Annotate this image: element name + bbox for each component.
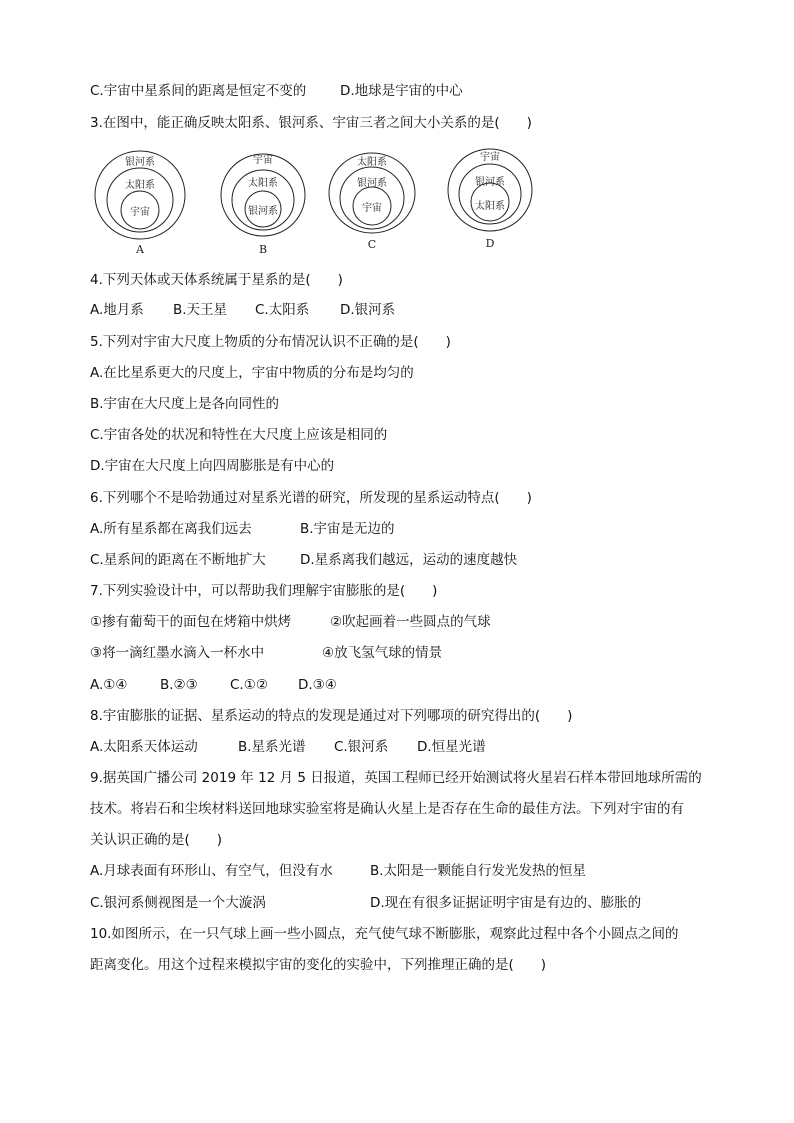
q7-statement-2: ②吹起画着一些圆点的气球	[330, 614, 491, 630]
q7-option-b: B.②③	[160, 677, 198, 693]
q2-option-d: D.地球是宇宙的中心	[340, 83, 463, 99]
figure-c-middle-ring	[340, 167, 404, 229]
figure-c-middle-label: 银河系	[357, 178, 387, 189]
q4-option-b: B.天王星	[173, 302, 228, 318]
q8-option-a: A.太阳系天体运动	[90, 739, 198, 755]
figure-a-middle-ring	[107, 168, 173, 232]
q7-statement-3: ③将一滴红墨水滴入一杯水中	[90, 645, 265, 661]
q5-option-d: D.宇宙在大尺度上向四周膨胀是有中心的	[90, 458, 335, 474]
q8-option-c: C.银河系	[334, 739, 389, 755]
q9-option-c: C.银河系侧视图是一个大漩涡	[90, 895, 266, 911]
figure-b-outer-label: 宇宙	[253, 155, 273, 166]
figure-a-outer-label: 银河系	[125, 157, 155, 168]
q5-option-b: B.宇宙在大尺度上是各向同性的	[90, 396, 280, 412]
figure-d-middle-ring	[459, 164, 521, 224]
figure-b-label: B	[258, 243, 268, 256]
q6-option-a: A.所有星系都在离我们远去	[90, 521, 252, 537]
figure-c-outer-label: 太阳系	[357, 157, 387, 168]
q7-option-d: D.③④	[298, 677, 337, 693]
q4-option-c: C.太阳系	[255, 302, 310, 318]
q7-stem: 7.下列实验设计中，可以帮助我们理解宇宙膨胀的是( )	[90, 583, 438, 599]
q10-stem-line-1: 10.如图所示，在一只气球上画一些小圆点，充气使气球不断膨胀，观察此过程中各个小圆点之间的	[90, 926, 679, 942]
figure-c-inner-label: 宇宙	[362, 203, 382, 214]
q2-option-c: C.宇宙中星系间的距离是恒定不变的	[90, 83, 307, 99]
q9-option-d: D.现在有很多证据证明宇宙是有边的、膨胀的	[370, 895, 642, 911]
figure-a-inner-label: 宇宙	[130, 207, 150, 218]
figure-d-label: D	[485, 237, 495, 250]
q9-option-b: B.太阳是一颗能自行发光发热的恒星	[370, 863, 587, 879]
q7-option-a: A.①④	[90, 677, 128, 693]
q8-option-d: D.恒星光谱	[417, 739, 486, 755]
figure-b-inner-label: 银河系	[248, 206, 278, 217]
q5-stem: 5.下列对宇宙大尺度上物质的分布情况认识不正确的是( )	[90, 334, 451, 350]
q9-stem-line-3: 关认识正确的是( )	[90, 832, 223, 848]
figure-c-label: C	[367, 238, 377, 251]
q10-stem-line-2: 距离变化。用这个过程来模拟宇宙的变化的实验中，下列推理正确的是( )	[90, 957, 547, 973]
figure-d-inner-label: 太阳系	[475, 201, 505, 212]
q9-stem-line-1: 9.据英国广播公司 2019 年 12 月 5 日报道，英国工程师已经开始测试将火星岩石样本带回地球所需的	[90, 770, 702, 786]
q5-option-a: A.在比星系更大的尺度上，宇宙中物质的分布是均匀的	[90, 365, 414, 381]
figure-b-outer-ring	[221, 154, 305, 236]
figure-a-middle-label: 太阳系	[125, 180, 155, 191]
q9-stem-line-2: 技术。将岩石和尘埃材料送回地球实验室将是确认火星上是否存在生命的最佳方法。下列对宇宙的有	[90, 801, 684, 817]
figure-d-outer-label: 宇宙	[480, 152, 500, 163]
q7-option-c: C.①②	[230, 677, 268, 693]
q5-option-c: C.宇宙各处的状况和特性在大尺度上应该是相同的	[90, 427, 388, 443]
q6-stem: 6.下列哪个不是哈勃通过对星系光谱的研究，所发现的星系运动特点( )	[90, 490, 532, 506]
figure-d-middle-label: 银河系	[475, 177, 505, 188]
q7-statement-4: ④放飞氢气球的情景	[322, 645, 443, 661]
figure-b-middle-label: 太阳系	[248, 178, 278, 189]
q8-option-b: B.星系光谱	[238, 739, 306, 755]
q3-figure	[0, 140, 794, 270]
q6-option-b: B.宇宙是无边的	[300, 521, 395, 537]
figure-a-label: A	[136, 243, 144, 256]
q6-option-d: D.星系离我们越远，运动的速度越快	[300, 552, 518, 568]
q6-option-c: C.星系间的距离在不断地扩大	[90, 552, 266, 568]
q8-stem: 8.宇宙膨胀的证据、星系运动的特点的发现是通过对下列哪项的研究得出的( )	[90, 708, 573, 724]
q3-stem: 3.在图中，能正确反映太阳系、银河系、宇宙三者之间大小关系的是( )	[90, 115, 532, 131]
q4-stem: 4.下列天体或天体系统属于星系的是( )	[90, 272, 343, 288]
q9-option-a: A.月球表面有环形山、有空气，但没有水	[90, 863, 333, 879]
q4-option-a: A.地月系	[90, 302, 144, 318]
q7-statement-1: ①掺有葡萄干的面包在烤箱中烘烤	[90, 614, 292, 630]
q4-option-d: D.银河系	[340, 302, 396, 318]
